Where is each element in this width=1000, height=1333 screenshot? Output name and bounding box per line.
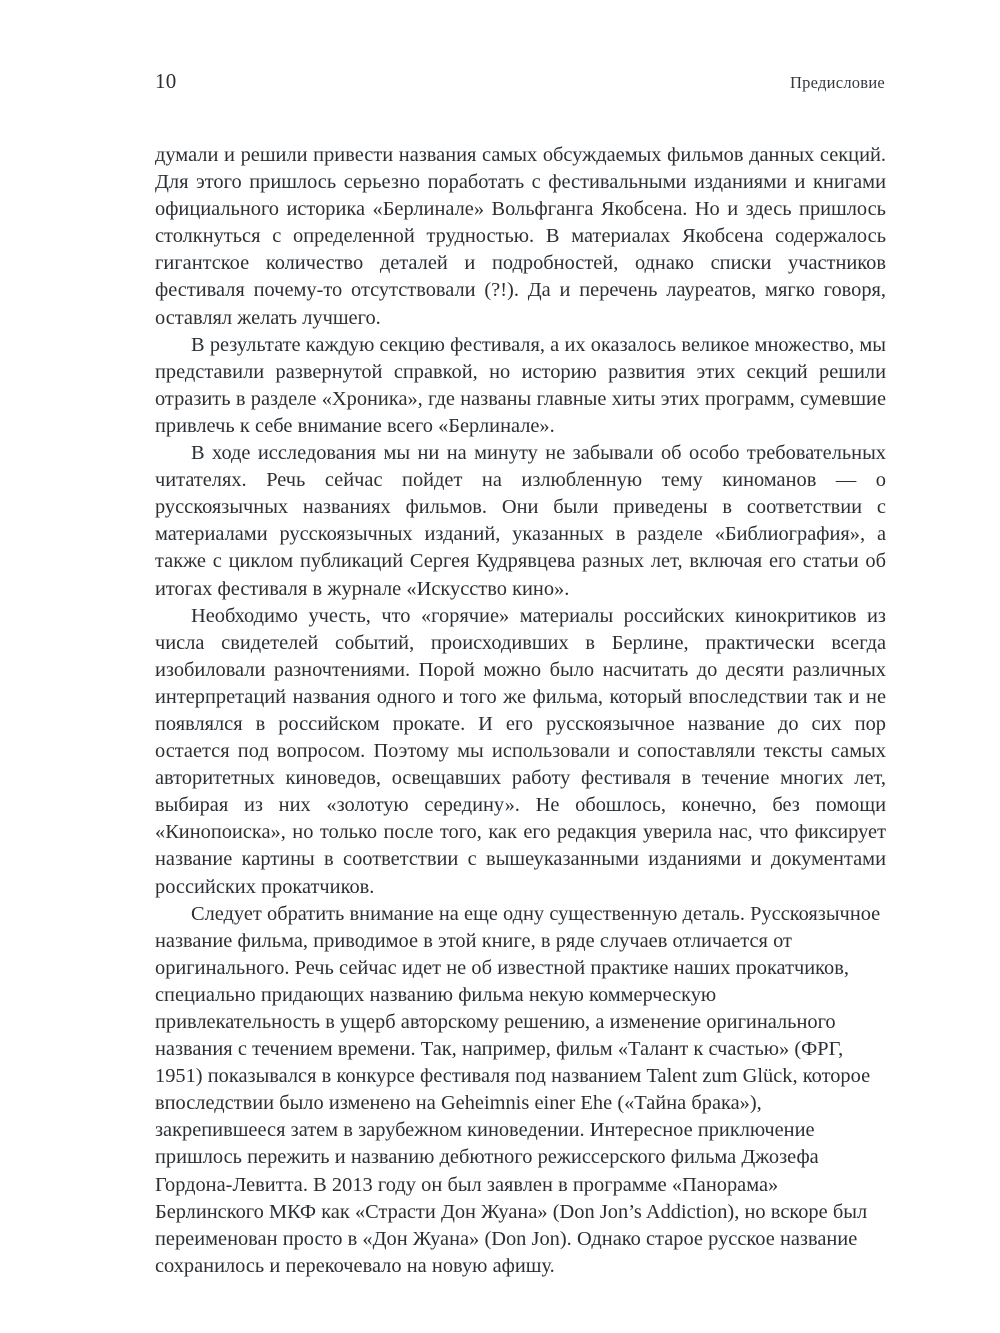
paragraph: В результате каждую секцию фестиваля, а их оказалось великое множество, мы представили развернутой справкой, но историю развития этих секций решили отразить в разделе «Хроника», где названы главные хиты этих программ, сумевшие привлечь к себе внимание всего «Берлинале». [155,333,886,437]
running-head-title: Предисловие [790,73,885,92]
paragraph: Следует обратить внимание на еще одну существенную деталь. Русскоязычное название фильма, приводимое в этой книге, в ряде случаев отличается от оригинального. Речь сейчас идет не об известной практике наших прокатчиков, специально придающих названию фильма некую коммерческую привлекательность в ущерб авторскому решению, а изменение оригинального названия с течением времени. Так, например, фильм «Талант к счастью» (ФРГ, 1951) показывался в конкурсе фестиваля под названием Talent zum Glück, которое впоследствии было изменено на Geheimnis einer Ehe («Тайна брака»), закрепившееся затем в зарубежном киноведении. Интересное приключение пришлось пережить и названию дебютного режиссерского фильма Джозефа Гордона-Левитта. В 2013 году он был заявлен в программе «Панорама» Берлинского МКФ как «Страсти Дон Жуана» (Don Jon’s Addiction), но вскоре был переименован просто в «Дон Жуана» (Don Jon). Однако старое русское название сохранилось и перекочевало на новую афишу. [155,902,881,1277]
body-text-block [155,142,886,1280]
running-head [155,68,885,96]
page-number: 10 [155,69,177,93]
paragraph: В ходе исследования мы ни на минуту не забывали об особо требовательных читателях. Речь сейчас пойдет на излюбленную тему киноманов — о русскоязычных названиях фильмов. Они были приведены в соответствии с материалами русскоязычных изданий, указанных в разделе «Библиография», а также с циклом публикаций Сергея Кудрявцева разных лет, включая его статьи об итогах фестиваля в журнале «Искусство кино». [155,442,886,600]
paragraph: Необходимо учесть, что «горячие» материалы российских кинокритиков из числа свидетелей событий, происходивших в Берлине, практически всегда изобиловали разночтениями. Порой можно было насчитать до десяти различных интерпретаций названия одного и того же фильма, который впоследствии так и не появлялся в российском прокате. И его русскоязычное название до сих пор остается под вопросом. Поэтому мы использовали и сопоставляли тексты самых авторитетных киноведов, освещавших работу фестиваля в течение многих лет, выбирая из них «золотую середину». Не обошлось, конечно, без помощи «Кинопоиска», но только после того, как его редакция уверила нас, что фиксирует название картины в соответствии с вышеуказанными изданиями и документами российских прокатчиков. [155,604,886,898]
paragraph: думали и решили привести названия самых обсуждаемых фильмов данных секций. Для этого пришлось серьезно поработать с фестивальными изданиями и книгами официального историка «Берлинале» Вольфганга Якобсена. Но и здесь пришлось столкнуться с определенной трудностью. В материалах Якобсена содержалось гигантское количество деталей и подробностей, однако списки участников фестиваля почему-то отсутствовали (?!). Да и перечень лауреатов, мягко говоря, оставлял желать лучшего. [155,144,886,329]
